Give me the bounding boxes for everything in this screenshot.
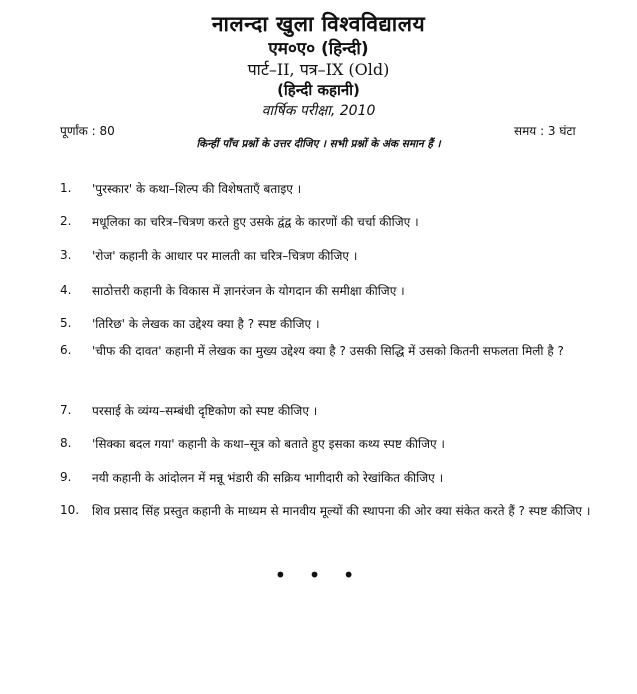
question-text: साठोत्तरी कहानी के विकास में ज्ञानरंजन के योगदान की समीक्षा कीजिए । bbox=[92, 284, 405, 298]
question-number: 1. bbox=[60, 181, 72, 195]
question-text: 'रोज' कहानी के आधार पर मालती का चरित्र–चित्रण कीजिए । bbox=[92, 249, 358, 263]
end-of-paper-mark: • • • bbox=[274, 563, 363, 587]
question-number: 4. bbox=[60, 283, 72, 297]
paper-number: पार्ट–II, पत्र–IX (Old) bbox=[247, 60, 390, 79]
question-number: 8. bbox=[60, 436, 72, 450]
question-text: 'चीफ की दावत' कहानी में लेखक का मुख्य उद्देश्य क्या है ? उसकी सिद्धि में उसको कितनी सफलता मिली है ? bbox=[92, 344, 564, 358]
question-text: मधूलिका का चरित्र–चित्रण करते हुए उसके द्वंद्व के कारणों की चर्चा कीजिए । bbox=[92, 215, 419, 229]
subject-title: (हिन्दी कहानी) bbox=[277, 81, 360, 99]
exam-title: वार्षिक परीक्षा, 2010 bbox=[261, 103, 376, 119]
question-number: 5. bbox=[60, 316, 72, 330]
question-number: 6. bbox=[60, 343, 72, 357]
question-text: नयी कहानी के आंदोलन में मन्नू भंडारी की सक्रिय भागीदारी को रेखांकित कीजिए । bbox=[92, 471, 444, 485]
question-number: 3. bbox=[60, 248, 72, 262]
question-text: 'पुरस्कार' के कथा–शिल्प की विशेषताएँ बताइए । bbox=[92, 182, 302, 196]
question-number: 2. bbox=[60, 214, 72, 228]
question-text: 'सिक्का बदल गया' कहानी के कथा–सूत्र को बताते हुए इसका कथ्य स्पष्ट कीजिए । bbox=[92, 437, 445, 451]
question-text: 'तिरिछ' के लेखक का उद्देश्य क्या है ? स्पष्ट कीजिए । bbox=[92, 317, 320, 331]
full-marks: पूर्णांक : 80 bbox=[60, 124, 115, 138]
instructions: किन्हीं पाँच प्रश्नों के उत्तर दीजिए । सभी प्रश्नों के अंक समान हैं । bbox=[196, 138, 441, 150]
question-text: परसाई के व्यंग्य–सम्बंधी दृष्टिकोण को स्पष्ट कीजिए । bbox=[92, 404, 318, 418]
time-allowed: समय : 3 घंटा bbox=[514, 124, 576, 138]
course-name: एम०ए० (हिन्दी) bbox=[268, 39, 369, 59]
question-text: शिव प्रसाद सिंह प्रस्तुत कहानी के माध्यम से मानवीय मूल्यों की स्थापना की ओर क्या संकेत करते हैं ? स्पष्ट कीजिए । bbox=[92, 504, 591, 518]
question-number: 7. bbox=[60, 403, 72, 417]
question-number: 9. bbox=[60, 470, 72, 484]
question-number: 10. bbox=[60, 503, 80, 517]
university-name: नालन्दा खुला विश्वविद्यालय bbox=[211, 12, 426, 36]
